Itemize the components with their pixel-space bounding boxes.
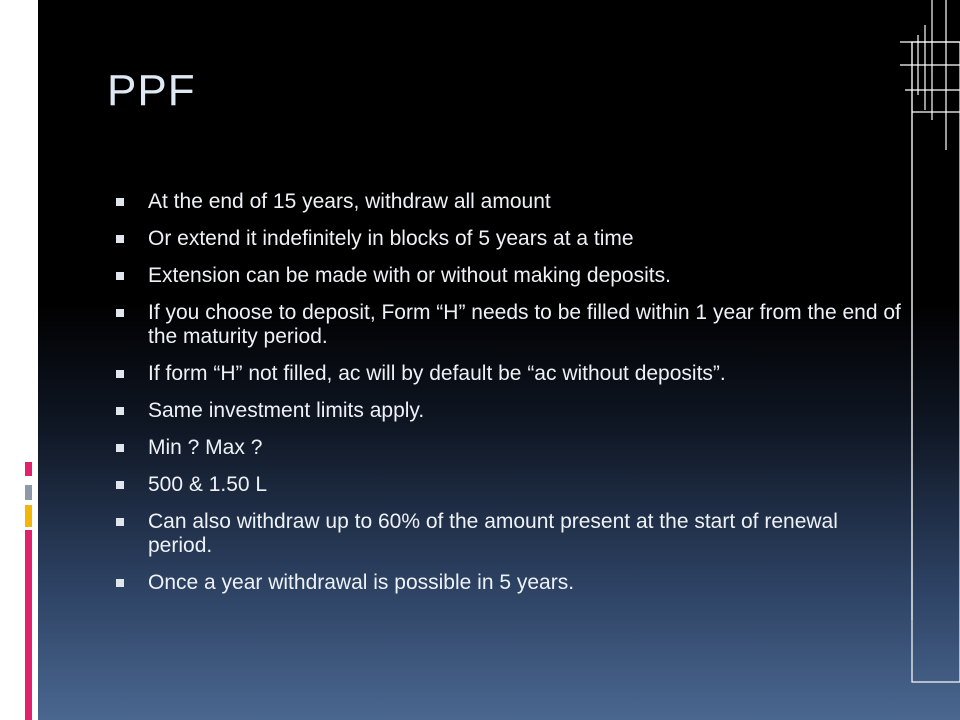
pink-accent-bottom (25, 530, 32, 720)
gray-accent (25, 485, 32, 500)
bullet-text: Min ? Max ? (148, 436, 263, 459)
bullet-text: At the end of 15 years, withdraw all amount (148, 190, 551, 213)
bullet-item (112, 190, 902, 214)
bullet-text: Once a year withdrawal is possible in 5 years. (148, 571, 575, 594)
pink-accent-top (25, 462, 32, 476)
bullet-text: Extension can be made with or without making deposits. (148, 264, 671, 287)
bullet-text: Same investment limits apply. (148, 399, 425, 422)
bullet-text: If you choose to deposit, Form “H” needs to be filled within 1 year from the end of the maturity period. (148, 301, 901, 348)
square-bullet-icon (116, 309, 124, 317)
bullet-item (112, 399, 902, 423)
bullet-item (112, 301, 902, 349)
bullet-list (112, 190, 902, 608)
square-bullet-icon (116, 198, 124, 206)
bullet-item (112, 264, 902, 288)
bullet-item (112, 571, 902, 595)
square-bullet-icon (116, 370, 124, 378)
bullet-text: 500 & 1.50 L (148, 473, 268, 496)
square-bullet-icon (116, 481, 124, 489)
yellow-accent (25, 505, 32, 527)
bullet-item (112, 436, 902, 460)
square-bullet-icon (116, 407, 124, 415)
square-bullet-icon (116, 235, 124, 243)
bullet-item (112, 473, 902, 497)
square-bullet-icon (116, 444, 124, 452)
left-white-bar (0, 0, 38, 720)
bullet-text: If form “H” not filled, ac will by default be “ac without deposits”. (148, 362, 726, 385)
square-bullet-icon (116, 272, 124, 280)
square-bullet-icon (116, 579, 124, 587)
bullet-text: Or extend it indefinitely in blocks of 5 years at a time (148, 227, 634, 250)
bullet-item (112, 510, 902, 558)
square-bullet-icon (116, 518, 124, 526)
bullet-item (112, 362, 902, 386)
bullet-item (112, 227, 902, 251)
slide-title: PPF (107, 66, 196, 115)
bullet-text: Can also withdraw up to 60% of the amount present at the start of renewal period. (148, 510, 838, 557)
